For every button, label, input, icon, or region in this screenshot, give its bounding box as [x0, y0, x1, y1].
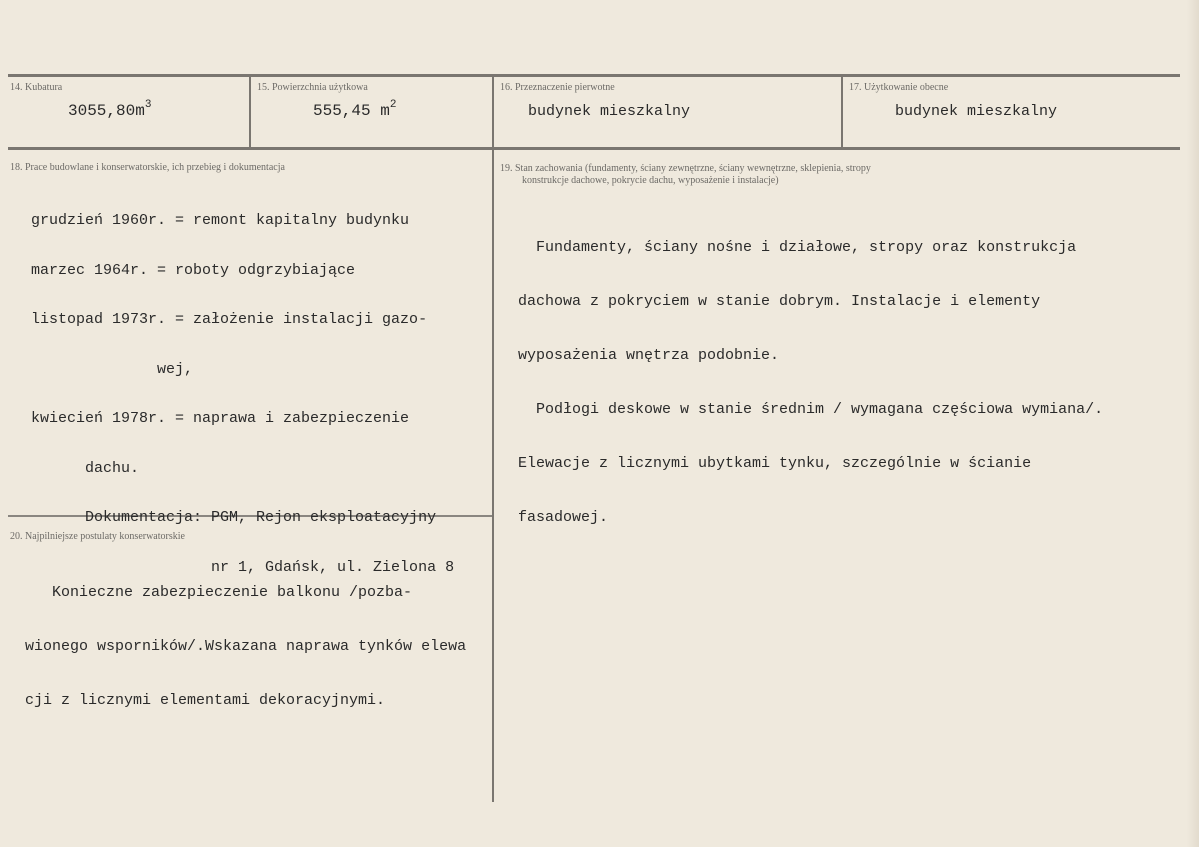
postulaty-line: cji z licznymi elementami dekoracyjnymi.: [25, 692, 386, 709]
divider-16-17: [841, 76, 843, 148]
stan-label-line2: konstrukcje dachowe, pokrycie dachu, wyposażenie i instalacje): [522, 175, 779, 186]
postulaty-line: Konieczne zabezpieczenie balkonu /pozba-: [25, 584, 413, 601]
uzytkowanie-label: 17. Użytkowanie obecne: [849, 82, 949, 93]
przeznaczenie-label: 16. Przeznaczenie pierwotne: [500, 82, 615, 93]
prace-label: 18. Prace budowlane i konserwatorskie, ich przebieg i dokumentacja: [10, 162, 285, 173]
uzytkowanie-value: budynek mieszkalny: [895, 103, 1058, 120]
divider-18-19: [492, 150, 494, 802]
prace-line: kwiecień 1978r. = naprawa i zabezpieczenie: [31, 410, 410, 427]
postulaty-line: wionego wsporników/.Wskazana naprawa tynków elewa: [25, 638, 467, 655]
kubatura-unit-exponent: 3: [144, 99, 152, 111]
prace-line: wej,: [31, 360, 194, 378]
stan-line: fasadowej.: [518, 509, 609, 526]
stan-label-line1: 19. Stan zachowania (fundamenty, ściany zewnętrzne, ściany wewnętrzne, sklepienia, stropy: [500, 163, 871, 174]
powierzchnia-label: 15. Powierzchnia użytkowa: [257, 82, 368, 93]
prace-line: Dokumentacja: PGM, Rejon eksploatacyjny: [31, 509, 437, 526]
stan-line: Elewacje z licznymi ubytkami tynku, szczególnie w ścianie: [518, 455, 1032, 472]
prace-line: listopad 1973r. = założenie instalacji gazo-: [31, 311, 428, 328]
powierzchnia-value: 555,45 $m^2$: [313, 99, 397, 120]
prace-line: dachu.: [31, 459, 140, 477]
prace-line: grudzień 1960r. = remont kapitalny budynku: [31, 212, 410, 229]
card-right-edge: [1187, 0, 1199, 847]
prace-line: marzec 1964r. = roboty odgrzybiające: [31, 261, 356, 279]
kubatura-label: 14. Kubatura: [10, 82, 63, 93]
postulaty-label: 20. Najpilniejsze postulaty konserwatorskie: [10, 531, 185, 542]
stan-text: [518, 203, 1103, 563]
row1-bottom-border: [8, 147, 1180, 150]
postulaty-text: [25, 548, 466, 746]
powierzchnia-unit-exponent: 2: [389, 99, 397, 111]
prace-line: nr 1, Gdańsk, ul. Zielona 8: [31, 558, 455, 576]
row1-top-border: [8, 74, 1180, 77]
prace-text: [31, 180, 454, 609]
przeznaczenie-value: budynek mieszkalny: [528, 103, 691, 120]
divider-15-16: [492, 76, 494, 148]
stan-line: dachowa z pokryciem w stanie dobrym. Instalacje i elementy: [518, 293, 1041, 310]
stan-line: wyposażenia wnętrza podobnie.: [518, 347, 780, 364]
kubatura-value: $3055,80m^3$: [68, 99, 152, 120]
stan-line: Podłogi deskowe w stanie średnim / wymagana częściowa wymiana/.: [518, 401, 1104, 418]
stan-line: Fundamenty, ściany nośne i działowe, stropy oraz konstrukcja: [518, 239, 1077, 256]
divider-14-15: [249, 76, 251, 148]
